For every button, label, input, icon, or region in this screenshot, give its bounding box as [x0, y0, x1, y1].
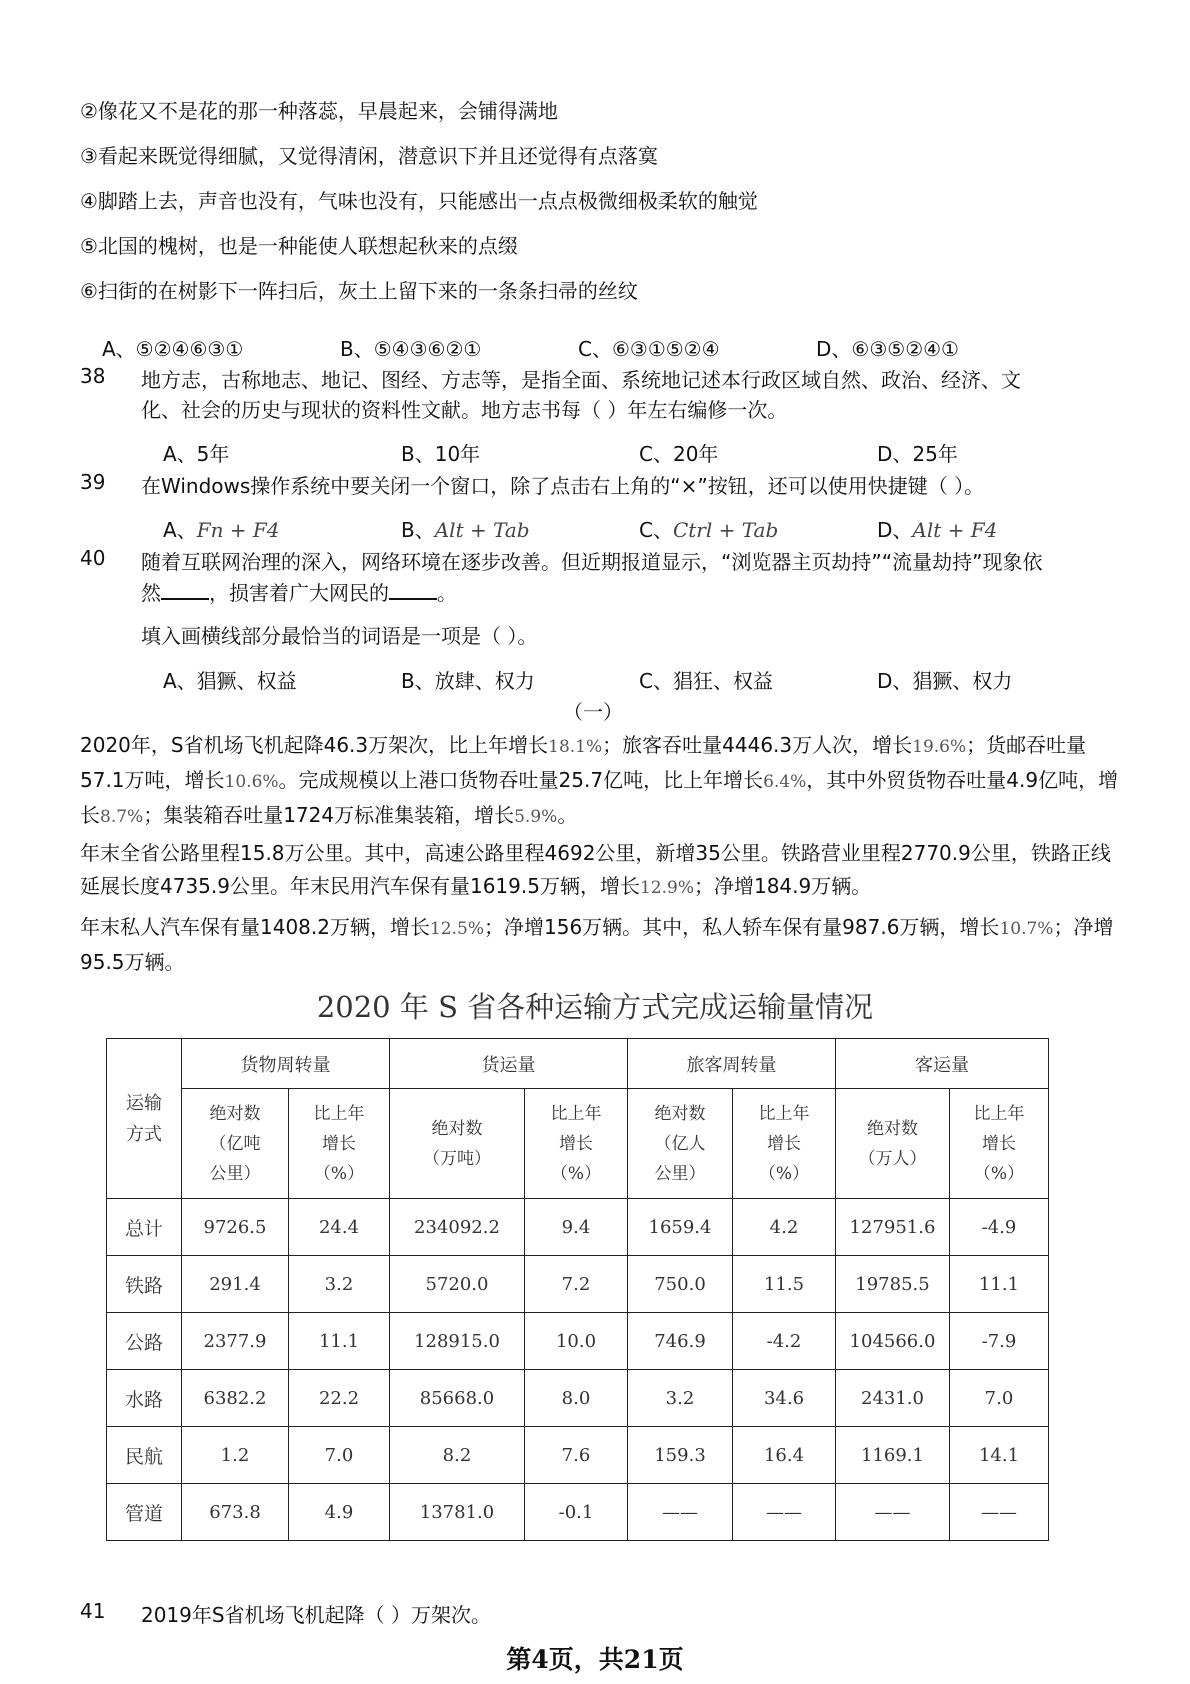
table-cell: 7.0: [289, 1427, 390, 1484]
table-cell: 3.2: [628, 1370, 733, 1427]
paragraph-text: 年末全省公路里程15.8万公里。其中，高速公路里程4692公里，新增35公里。铁路营业里程2770.9公里，铁路正线延展长度4735.9公里。年末民用汽车保有量1619.5万辆，增长: [80, 841, 1111, 898]
table-cell: 24.4: [289, 1199, 390, 1256]
row-label: 管道: [107, 1484, 182, 1541]
table-cell: 4.2: [733, 1199, 836, 1256]
table-cell: -4.9: [950, 1199, 1049, 1256]
q37-option-c[interactable]: C、⑥③①⑤②④: [578, 337, 720, 361]
subheader-cell: [289, 1089, 390, 1199]
table-cell: 127951.6: [836, 1199, 950, 1256]
table-cell: 750.0: [628, 1256, 733, 1313]
subheader-cell: [525, 1089, 628, 1199]
paragraph-text: ；净增184.9万辆。: [693, 874, 872, 898]
subheader-line: （亿人: [654, 1133, 706, 1154]
passage-line-4: ④脚踏上去，声音也没有，气味也没有，只能感出一点点极微细极柔软的触觉: [80, 189, 758, 213]
section-marker: （一）: [563, 700, 623, 724]
q41-number: 41: [80, 1599, 106, 1623]
table-cell: 16.4: [733, 1427, 836, 1484]
q39-option-c[interactable]: [639, 514, 778, 543]
passage-line-5: ⑤北国的槐树，也是一种能使人联想起秋来的点缀: [80, 234, 518, 258]
paragraph-text: 。: [557, 803, 578, 827]
q38-option-b[interactable]: B、10年: [401, 442, 481, 466]
table-body: [107, 1199, 1049, 1541]
q40-line2-end: 。: [437, 581, 457, 605]
q40-prompt: 填入画横线部分最恰当的词语是一项是（ ）。: [141, 624, 538, 648]
passage-line-3: ③看起来既觉得细腻，又觉得清闲，潜意识下并且还觉得有点落寞: [80, 144, 658, 168]
subheader-line: 增长: [982, 1133, 1016, 1154]
subheader-line: 增长: [322, 1133, 356, 1154]
growth-percent: 18.1%: [548, 737, 603, 757]
table-cell: 6382.2: [182, 1370, 289, 1427]
corner-line-2: 方式: [126, 1123, 162, 1145]
subheader-line: （%）: [550, 1163, 602, 1184]
subheader-line: 绝对数: [431, 1118, 483, 1139]
subheader-line: 公里）: [209, 1163, 261, 1184]
table-cell: ——: [628, 1484, 733, 1541]
row-label: 公路: [107, 1313, 182, 1370]
table-cell: 291.4: [182, 1256, 289, 1313]
passage-line-6: ⑥扫街的在树影下一阵扫后，灰土上留下来的一条条扫帚的丝纹: [80, 279, 638, 303]
q38-option-c[interactable]: C、20年: [639, 442, 719, 466]
subheader-cell: [836, 1089, 950, 1199]
subheader-cell: [950, 1089, 1049, 1199]
table-cell: 5720.0: [390, 1256, 525, 1313]
table-cell: ——: [950, 1484, 1049, 1541]
q40-text-line2: [141, 577, 457, 606]
table-cell: 1.2: [182, 1427, 289, 1484]
table-row: [107, 1484, 1049, 1541]
table-cell: 128915.0: [390, 1313, 525, 1370]
page-footer: 第4页，共21页: [506, 1645, 684, 1674]
q39-option-a[interactable]: [163, 514, 280, 543]
table-cell: 3.2: [289, 1256, 390, 1313]
group-header-passenger-turnover: 旅客周转量: [628, 1039, 836, 1089]
table-cell: -0.1: [525, 1484, 628, 1541]
q37-option-b[interactable]: B、⑤④③⑥②①: [340, 337, 482, 361]
q38-text-line2: 化、社会的历史与现状的资料性文献。地方志书每（ ）年左右编修一次。: [141, 398, 788, 422]
q40-number: 40: [80, 546, 106, 570]
subheader-line: （%）: [758, 1163, 810, 1184]
row-label: 水路: [107, 1370, 182, 1427]
paragraph-text: ；集装箱吞吐量1724万标准集装箱，增长: [143, 803, 515, 827]
paragraph-text: ，其中外贸货物吞吐量4.9亿吨，增长: [80, 768, 1119, 827]
paragraph-text: ；旅客吞吐量4446.3万人次，增长: [602, 733, 913, 757]
row-label: 民航: [107, 1427, 182, 1484]
corner-line-1: 运输: [126, 1092, 162, 1114]
growth-percent: 8.7%: [100, 807, 144, 827]
q37-option-d[interactable]: D、⑥③⑤②④①: [816, 337, 959, 361]
table-row: [107, 1199, 1049, 1256]
q39-option-b-keys: Alt + Tab: [434, 518, 530, 542]
subheader-line: 公里）: [654, 1163, 706, 1184]
q40-line2-mid: ，损害着广大网民的: [209, 581, 389, 605]
table-cell: 11.1: [950, 1256, 1049, 1313]
q38-option-a[interactable]: A、5年: [163, 442, 230, 466]
subheader-line: （万吨）: [423, 1148, 491, 1169]
row-label: 总计: [107, 1199, 182, 1256]
paragraph-text: 年末私人汽车保有量1408.2万辆，增长: [80, 915, 430, 939]
group-header-freight-volume: 货运量: [390, 1039, 628, 1089]
q39-number: 39: [80, 470, 106, 494]
subheader-line: （亿吨: [209, 1133, 261, 1154]
q38-option-d[interactable]: D、25年: [877, 442, 958, 466]
table-cell: ——: [836, 1484, 950, 1541]
table-cell: 85668.0: [390, 1370, 525, 1427]
growth-percent: 10.7%: [999, 919, 1054, 939]
table-cell: 2377.9: [182, 1313, 289, 1370]
subheader-line: 增长: [767, 1133, 801, 1154]
table-cell: 104566.0: [836, 1313, 950, 1370]
q39-option-b-letter: B、: [401, 518, 435, 542]
table-cell: ——: [733, 1484, 836, 1541]
q39-option-d-letter: D、: [877, 518, 913, 542]
table-cell: 7.2: [525, 1256, 628, 1313]
table-cell: 1659.4: [628, 1199, 733, 1256]
passage-line-2: ②像花又不是花的那一种落蕊，早晨起来，会铺得满地: [80, 99, 558, 123]
q39-option-c-keys: Ctrl + Tab: [672, 518, 779, 542]
subheader-line: 绝对数: [867, 1118, 918, 1139]
subheader-line: 增长: [559, 1133, 593, 1154]
table-row: [107, 1370, 1049, 1427]
table-cell: 234092.2: [390, 1199, 525, 1256]
table-cell: 10.0: [525, 1313, 628, 1370]
subheader-line: （万人）: [858, 1148, 927, 1169]
q40-blank-1[interactable]: [161, 578, 209, 600]
paragraph-text: ；货邮吞吐量57.1万吨，增长: [80, 733, 1087, 792]
subheader-row: [107, 1089, 1049, 1199]
q40-option-a[interactable]: A、猖獗、权益: [163, 669, 297, 693]
table-cell: 11.1: [289, 1313, 390, 1370]
q39-option-a-letter: A、: [163, 518, 197, 542]
table-title: 2020 年 S 省各种运输方式完成运输量情况: [316, 990, 874, 1024]
q39-option-a-keys: Fn + F4: [196, 518, 280, 542]
table-cell: 7.0: [950, 1370, 1049, 1427]
table-cell: -7.9: [950, 1313, 1049, 1370]
table-cell: 7.6: [525, 1427, 628, 1484]
table-cell: -4.2: [733, 1313, 836, 1370]
q39-option-d[interactable]: [877, 514, 997, 543]
subheader-cell: [733, 1089, 836, 1199]
table-row: [107, 1313, 1049, 1370]
growth-percent: 10.6%: [224, 772, 279, 792]
q38-text-line1: 地方志，古称地志、地记、图经、方志等，是指全面、系统地记述本行政区域自然、政治、经济、文: [141, 368, 1021, 392]
corner-header: [107, 1039, 182, 1199]
q38-number: 38: [80, 364, 106, 388]
table-cell: 8.0: [525, 1370, 628, 1427]
table-cell: 34.6: [733, 1370, 836, 1427]
stats-paragraph-3: [80, 911, 1120, 979]
q37-option-a[interactable]: A、⑤②④⑥③①: [102, 337, 244, 361]
group-header-freight-turnover: 货物周转量: [182, 1039, 390, 1089]
q40-blank-2[interactable]: [389, 578, 437, 600]
subheader-line: 比上年: [550, 1103, 602, 1124]
growth-percent: 6.4%: [763, 772, 807, 792]
subheader-cell: [390, 1089, 525, 1199]
subheader-line: 绝对数: [654, 1103, 706, 1124]
paragraph-text: ；净增156万辆。其中，私人轿车保有量987.6万辆，增长: [484, 915, 1000, 939]
subheader-line: 绝对数: [209, 1103, 261, 1124]
row-label: 铁路: [107, 1256, 182, 1313]
table-cell: 746.9: [628, 1313, 733, 1370]
q40-option-b[interactable]: B、放肆、权力: [401, 669, 535, 693]
q40-option-d[interactable]: D、猖獗、权力: [877, 669, 1013, 693]
paragraph-text: 。完成规模以上港口货物吞吐量25.7亿吨，比上年增长: [278, 768, 764, 792]
table-row: [107, 1256, 1049, 1313]
table-cell: 9726.5: [182, 1199, 289, 1256]
table-cell: 14.1: [950, 1427, 1049, 1484]
table-cell: 1169.1: [836, 1427, 950, 1484]
growth-percent: 12.5%: [429, 919, 484, 939]
growth-percent: 12.9%: [639, 878, 694, 898]
transport-table: [106, 1038, 1049, 1541]
paragraph-text: ；净增95.5万辆。: [80, 915, 1114, 974]
q40-line2-start: 然: [141, 581, 161, 605]
table-cell: 22.2: [289, 1370, 390, 1427]
q40-text-line1: 随着互联网治理的深入，网络环境在逐步改善。但近期报道显示，“浏览器主页劫持”“流量劫持”现象依: [141, 550, 1043, 574]
subheader-line: （%）: [313, 1163, 365, 1184]
paragraph-text: 2020年，S省机场飞机起降46.3万架次，比上年增长: [80, 733, 549, 757]
table-cell: 159.3: [628, 1427, 733, 1484]
group-header-passenger-volume: 客运量: [836, 1039, 1049, 1089]
q40-option-c[interactable]: C、猖狂、权益: [639, 669, 773, 693]
subheader-cell: [182, 1089, 289, 1199]
table-cell: 2431.0: [836, 1370, 950, 1427]
q39-option-b[interactable]: [401, 514, 530, 543]
subheader-line: 比上年: [973, 1103, 1025, 1124]
table-cell: 11.5: [733, 1256, 836, 1313]
q41-text: 2019年S省机场飞机起降（ ）万架次。: [141, 1603, 491, 1627]
growth-percent: 5.9%: [514, 807, 558, 827]
table-cell: 13781.0: [390, 1484, 525, 1541]
table-cell: 9.4: [525, 1199, 628, 1256]
table-row: [107, 1427, 1049, 1484]
q39-option-c-letter: C、: [639, 518, 673, 542]
table-cell: 673.8: [182, 1484, 289, 1541]
subheader-line: （%）: [973, 1163, 1025, 1184]
table-cell: 4.9: [289, 1484, 390, 1541]
stats-paragraph-1: [80, 729, 1120, 834]
growth-percent: 19.6%: [912, 737, 967, 757]
q39-option-d-keys: Alt + F4: [912, 518, 998, 542]
table-cell: 8.2: [390, 1427, 525, 1484]
stats-paragraph-2: [80, 837, 1120, 905]
subheader-cell: [628, 1089, 733, 1199]
subheader-line: 比上年: [758, 1103, 810, 1124]
subheader-line: 比上年: [313, 1103, 365, 1124]
q39-text: 在Windows操作系统中要关闭一个窗口，除了点击右上角的“×”按钮，还可以使用快捷键（ ）。: [141, 474, 985, 498]
table-cell: 19785.5: [836, 1256, 950, 1313]
